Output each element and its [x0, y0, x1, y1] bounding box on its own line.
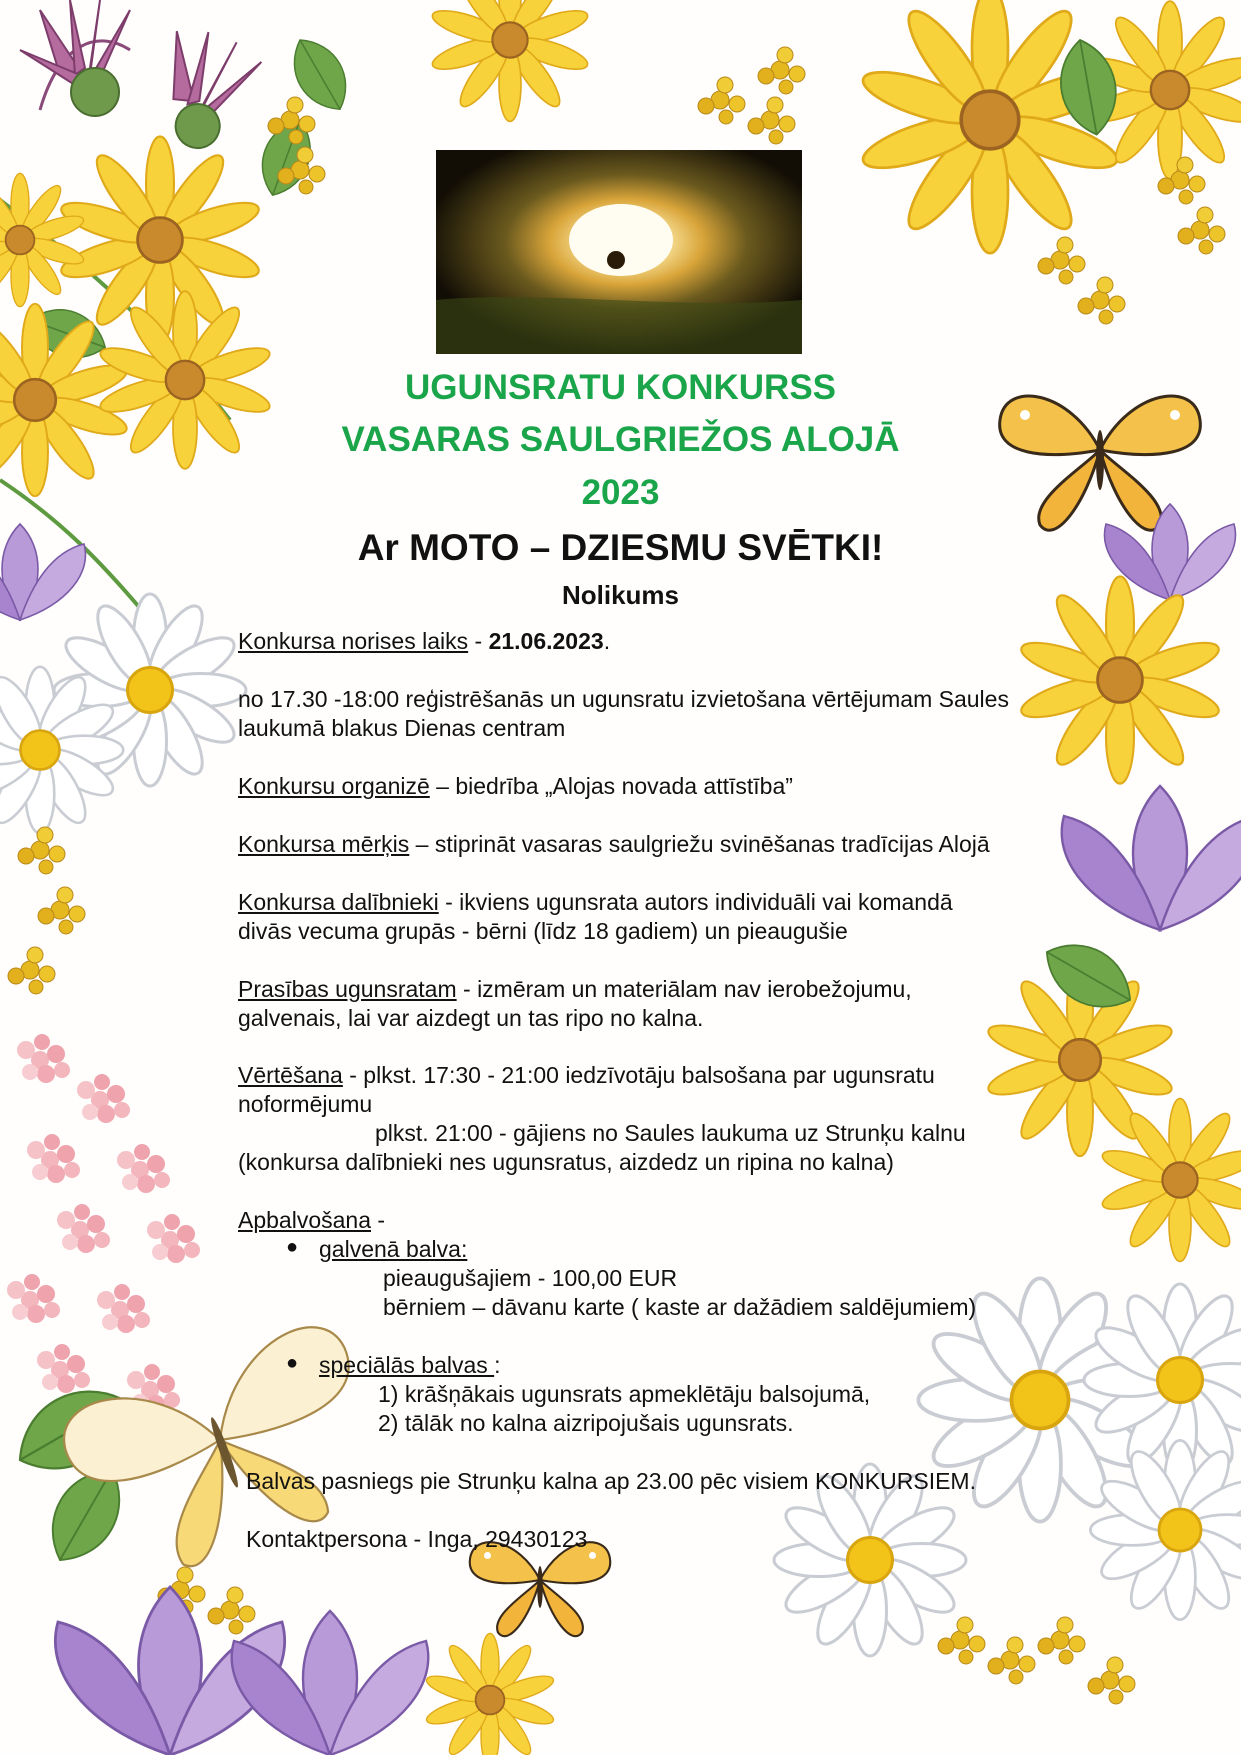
special-prize-1: 1) krāšņākais ugunsrats apmeklētāju balsojumā,: [378, 1381, 871, 1407]
organizer-label: Konkursu organizē: [238, 773, 430, 799]
title-tagline: Ar MOTO – DZIESMU SVĒTKI!: [357, 527, 884, 568]
participants-line-2: divās vecuma grupās - bērni (līdz 18 gadiem) un pieaugušie: [238, 918, 848, 944]
time-label: Konkursa norises laiks: [238, 628, 469, 654]
title-line-1: UGUNSRATU KONKURSS: [404, 368, 837, 407]
awards-sep: -: [371, 1207, 386, 1233]
requirements-text: - izmēram un materiālam nav ierobežojumu,: [456, 976, 912, 1002]
ceremony-line: Balvas pasniegs pie Strunķu kalna ap 23.00 pēc visiem KONKURSIEM.: [246, 1468, 976, 1494]
participants-text: - ikviens ugunsrata autors individuāli vai komandā: [438, 889, 953, 915]
organizer-line: [238, 772, 793, 801]
evaluation-text: - plkst. 17:30 - 21:00 iedzīvotāju balsošana par ugunsratu: [342, 1062, 935, 1088]
fire-wheel-photo: [436, 150, 802, 354]
participants-line-1: [238, 888, 953, 917]
registration-line-2: laukumā blakus Dienas centram: [238, 715, 566, 741]
title-line-2: VASARAS SAULGRIEŽOS ALOJĀ: [341, 420, 900, 459]
special-prize-colon: :: [494, 1352, 501, 1378]
main-prize-children: bērniem – dāvanu karte ( kaste ar dažādiem saldējumiem): [383, 1294, 977, 1320]
title-year: 2023: [581, 473, 660, 512]
evaluation-line-2: noformējumu: [238, 1091, 373, 1117]
awards-label: Apbalvošana: [238, 1207, 371, 1233]
evaluation-line-1: [238, 1061, 935, 1090]
time-value: 21.06.2023: [488, 628, 604, 654]
requirements-label: Prasības ugunsratam: [238, 976, 457, 1002]
special-prize-2: 2) tālāk no kalna aizripojušais ugunsrats.: [378, 1410, 794, 1436]
contact-line: Kontaktpersona - Inga, 29430123: [246, 1526, 588, 1552]
requirements-line-2: galvenais, lai var aizdegt un tas ripo no kalna.: [238, 1005, 704, 1031]
bullet-icon: ●: [286, 1236, 299, 1258]
time-sep: -: [468, 628, 489, 654]
registration-line-1: no 17.30 -18:00 reģistrēšanās un ugunsratu izvietošana vērtējumam Saules: [238, 686, 1009, 712]
participants-label: Konkursa dalībnieki: [238, 889, 439, 915]
goal-line: [238, 830, 990, 859]
main-prize-label: [319, 1235, 467, 1264]
requirements-line-1: [238, 975, 912, 1004]
bullet-icon: ●: [286, 1352, 299, 1374]
awards-line: [238, 1206, 385, 1235]
evaluation-label: Vērtēšana: [238, 1062, 343, 1088]
main-prize-label-text: galvenā balva:: [319, 1236, 468, 1262]
time-end: .: [603, 628, 611, 654]
evaluation-line-4: (konkursa dalībnieki nes ugunsratus, aizdedz un ripina no kalna): [238, 1149, 894, 1175]
subtitle: Nolikums: [561, 580, 680, 610]
main-prize-adults: pieaugušajiem - 100,00 EUR: [383, 1265, 678, 1291]
time-line: [238, 627, 610, 656]
special-prize-label-text: speciālās balvas: [319, 1352, 495, 1378]
goal-label: Konkursa mērķis: [238, 831, 410, 857]
goal-text: – stiprināt vasaras saulgriežu svinēšanas tradīcijas Alojā: [409, 831, 990, 857]
special-prize-label: [319, 1351, 501, 1380]
organizer-text: – biedrība „Alojas novada attīstība”: [429, 773, 793, 799]
evaluation-line-3: plkst. 21:00 - gājiens no Saules laukuma uz Strunķu kalnu: [375, 1120, 966, 1146]
